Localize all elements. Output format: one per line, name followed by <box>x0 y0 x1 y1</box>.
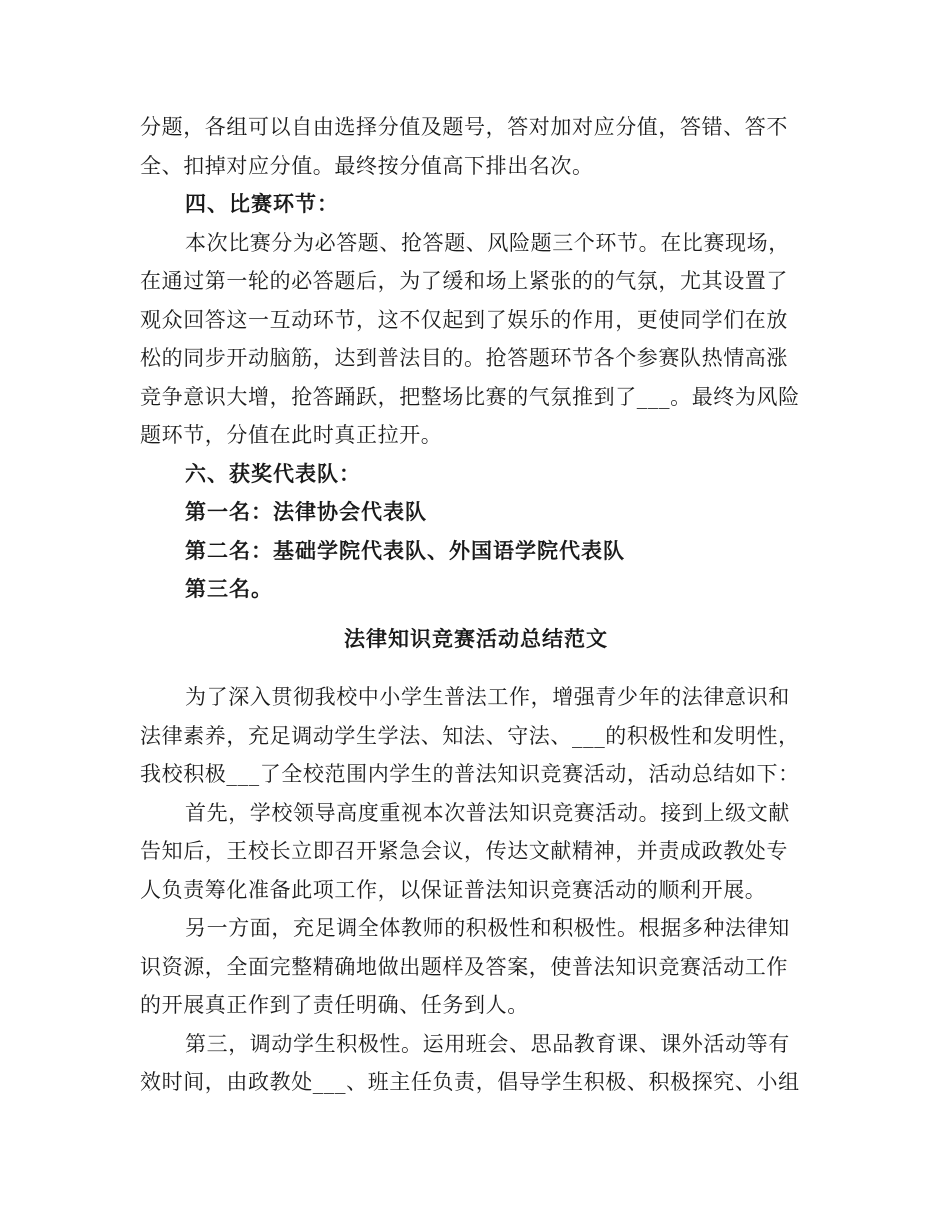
award-second: 第二名：基础学院代表队、外国语学院代表队 <box>185 538 625 563</box>
text-line: 第三，调动学生积极性。运用班会、思品教育课、课外活动等有 <box>185 1031 790 1056</box>
award-third: 第三名。 <box>185 577 273 601</box>
text-line: 另一方面，充足调全体教师的积极性和积极性。根据多种法律知 <box>185 916 790 940</box>
heading-awards: 六、获奖代表队： <box>185 461 361 486</box>
paragraph-rounds <box>140 224 812 455</box>
article-title: 法律知识竞赛活动总结范文 <box>344 627 608 651</box>
paragraph-first <box>140 794 812 909</box>
paragraph-second <box>140 909 812 1024</box>
paragraph-scoring <box>140 108 812 185</box>
text-line: 本次比赛分为必答题、抢答题、风险题三个环节。在比赛现场， <box>185 230 790 255</box>
text-line: 法律素养，充足调动学生学法、知法、守法、___的积极性和发明性， <box>140 723 800 748</box>
text-line: 效时间，由政教处___、班主任负责，倡导学生积极、积极探究、小组 <box>140 1070 800 1094</box>
text-line: 分题，各组可以自由选择分值及题号，答对加对应分值，答错、答不 <box>140 115 788 139</box>
document-page <box>140 108 812 1102</box>
text-line: 松的同步开动脑筋，达到普法目的。抢答题环节各个参赛队热情高涨 <box>140 346 788 370</box>
heading-rounds: 四、比赛环节： <box>185 192 339 216</box>
text-line: 的开展真正作到了责任明确、任务到人。 <box>140 993 529 1017</box>
paragraph-intro <box>140 678 812 793</box>
text-line: 识资源，全面完整精确地做出题样及答案，使普法知识竞赛活动工作 <box>140 954 788 979</box>
text-line: 我校积极___了全校范围内学生的普法知识竞赛活动，活动总结如下： <box>140 762 800 786</box>
text-line: 竞争意识大增，抢答踊跃，把整场比赛的气氛推到了___。最终为风险 <box>140 384 800 409</box>
text-line: 观众回答这一互动环节，这不仅起到了娱乐的作用，更使同学们在放 <box>140 307 788 332</box>
text-line: 题环节，分值在此时真正拉开。 <box>140 423 443 447</box>
text-line: 人负责筹化准备此项工作，以保证普法知识竞赛活动的顺利开展。 <box>140 877 767 902</box>
text-line: 为了深入贯彻我校中小学生普法工作，增强青少年的法律意识和 <box>185 685 790 709</box>
text-line: 全、扣掉对应分值。最终按分值高下排出名次。 <box>140 153 594 178</box>
paragraph-third <box>140 1025 812 1102</box>
award-first: 第一名：法律协会代表队 <box>185 500 427 524</box>
text-line: 告知后，王校长立即召开紧急会议，传达文献精神，并责成政教处专 <box>140 839 788 863</box>
text-line: 首先，学校领导高度重视本次普法知识竞赛活动。接到上级文献 <box>185 800 790 825</box>
text-line: 在通过第一轮的必答题后，为了缓和场上紧张的的气氛，尤其设置了 <box>140 269 788 293</box>
